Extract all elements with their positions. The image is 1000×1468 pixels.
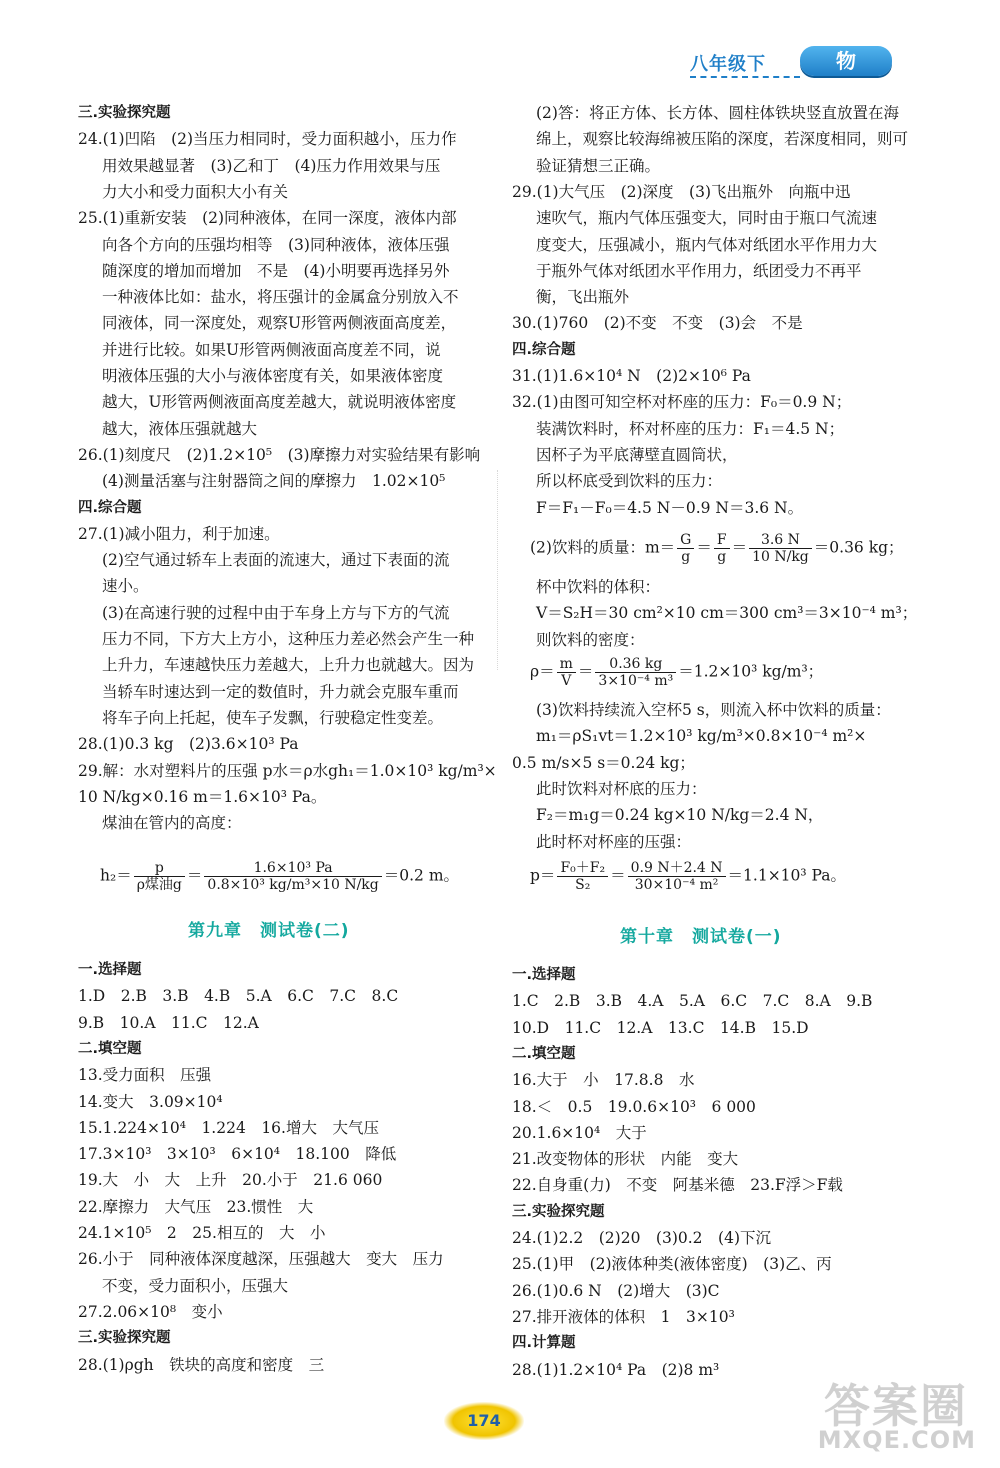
denominator: 3×10⁻⁴ m³	[598, 673, 674, 689]
text-line: 25.(1)甲 (2)液体种类(液体密度) (3)乙、丙	[512, 1255, 832, 1274]
text-line: 验证猜想三正确。	[536, 156, 661, 175]
text-line: 向各个方向的压强均相等 (3)同种液体，液体压强	[102, 235, 450, 254]
text-line: 煤油在管内的高度：	[102, 814, 242, 833]
text-line: 18.＜ 0.5 19.0.6×10³ 6 000	[512, 1097, 756, 1116]
fraction	[595, 656, 676, 689]
text-line: 因杯子为平底薄壁直圆筒状，	[536, 445, 738, 464]
text-line: 30.(1)760 (2)不变 不变 (3)会 不是	[512, 314, 803, 333]
text-line: 26.小于 同种液体深度越深，压强越大 变大 压力	[78, 1250, 444, 1269]
eq-text: ＝0.36 kg；	[813, 538, 904, 557]
text-line: 速吹气，瓶内气体压强变大，同时由于瓶口气流速	[536, 209, 878, 228]
denominator: 30×10⁻⁴ m²	[634, 877, 719, 893]
text-line: 29.(1)大气压 (2)深度 (3)飞出瓶外 向瓶中迅	[512, 182, 851, 201]
eq-text: ＝	[577, 662, 594, 681]
subject-label: 物理	[800, 46, 892, 76]
chapter-title-10-test-1: 第十章 测试卷(一)	[620, 927, 782, 947]
text-line: (3)饮料持续流入空杯5 s，则流入杯中饮料的质量：	[536, 701, 891, 719]
watermark-logo	[766, 1370, 986, 1460]
section-heading: 三.实验探究题	[78, 1330, 171, 1347]
numerator: 1.6×10³ Pa	[204, 860, 381, 877]
section-heading: 四.综合题	[78, 499, 142, 516]
text-line: 装满饮料时，杯对杯座的压力：F₁＝4.5 N；	[536, 419, 845, 438]
section-heading: 二.填空题	[78, 1040, 142, 1057]
text-line: 0.5 m/s×5 s＝0.24 kg；	[512, 753, 695, 772]
text-line: 明液体压强的大小与液体密度有关，如果液体密度	[102, 367, 444, 385]
numerator: F₀＋F₂	[557, 860, 608, 877]
fraction	[749, 532, 812, 565]
text-line: 同液体，同一深度处，观察U形管两侧液面高度差，	[102, 314, 457, 333]
section-heading: 四.综合题	[512, 341, 576, 358]
text-line: 20.1.6×10⁴ 大于	[512, 1123, 647, 1142]
text-line: 度变大，压强减小，瓶内气体对纸团水平作用力大	[536, 235, 878, 254]
text-line: F＝F₁－F₀＝4.5 N－0.9 N＝3.6 N。	[536, 498, 804, 517]
section-heading: 一.选择题	[78, 962, 142, 978]
text-line: V＝S₂H＝30 cm²×10 cm＝300 cm³＝3×10⁻⁴ m³；	[536, 604, 918, 623]
text-line: m₁＝ρS₁vt＝1.2×10³ kg/m³×0.8×10⁻⁴ m²×	[536, 727, 867, 746]
text-line: 14.变大 3.09×10⁴	[78, 1092, 223, 1111]
eq-text: (2)饮料的质量：m＝	[530, 538, 676, 557]
text-line: 10.D 11.C 12.A 13.C 14.B 15.D	[512, 1018, 809, 1037]
text-line: 13.受力面积 压强	[78, 1066, 212, 1085]
section-heading: 四.计算题	[512, 1335, 576, 1352]
text-line: 此时杯对杯座的压强：	[536, 832, 692, 851]
fraction	[557, 860, 608, 893]
text-line: 杯中饮料的体积：	[536, 578, 661, 596]
text-line: 不变，受力面积小，压强大	[102, 1276, 289, 1295]
text-line: 31.(1)1.6×10⁴ N (2)2×10⁶ Pa	[512, 367, 751, 385]
text-line: 并进行比较。如果U形管两侧液面高度差不同，说	[102, 340, 441, 359]
eq-text: ＝	[696, 538, 712, 557]
text-line: 26.(1)刻度尺 (2)1.2×10⁵ (3)摩擦力对实验结果有影响	[78, 445, 481, 464]
text-line: 25.(1)重新安装 (2)同种液体，在同一深度，液体内部	[78, 209, 457, 228]
text-line: 21.改变物体的形状 内能 变大	[512, 1150, 739, 1169]
text-line: 15.1.224×10⁴ 1.224 16.增大 大气压	[78, 1118, 379, 1137]
denominator: 10 N/kg	[752, 549, 809, 565]
text-line: 26.(1)0.6 N (2)增大 (3)C	[512, 1281, 720, 1300]
equation-mass	[530, 532, 904, 565]
text-line: 22.摩擦力 大气压 23.惯性 大	[78, 1197, 314, 1216]
eq-text: ＝1.2×10³ kg/m³；	[678, 662, 824, 681]
text-line: 绵上，观察比较海绵被压陷的深度，若深度相同，则可	[536, 130, 909, 149]
page-number: 174	[444, 1402, 524, 1440]
denominator: g	[717, 549, 727, 565]
denominator: g	[681, 549, 691, 565]
header-dash-divider	[690, 76, 800, 78]
section-heading: 三.实验探究题	[512, 1203, 605, 1220]
text-line: 17.3×10³ 3×10³ 6×10⁴ 18.100 降低	[78, 1145, 397, 1164]
numerator: G	[677, 532, 694, 549]
numerator: p	[134, 860, 185, 877]
denominator: 0.8×10³ kg/m³×10 N/kg	[207, 877, 379, 893]
text-line: (2)答：将正方体、长方体、圆柱体铁块竖直放置在海	[536, 104, 899, 122]
text-line: 24.(1)凹陷 (2)当压力相同时，受力面积越小，压力作	[78, 130, 457, 149]
numerator: 0.36 kg	[595, 656, 676, 673]
text-line: 于瓶外气体对纸团水平作用力，纸团受力不再平	[536, 261, 862, 280]
section-heading: 三.实验探究题	[78, 105, 171, 121]
equation-h2	[100, 860, 459, 893]
eq-text: ＝1.1×10³ Pa。	[727, 866, 847, 885]
text-line: 16.大于 小 17.8.8 水	[512, 1071, 695, 1090]
text-line: (4)测量活塞与注射器筒之间的摩擦力 1.02×10⁵	[102, 472, 446, 491]
eq-text: ＝	[610, 866, 626, 885]
text-line: 当轿车时速达到一定的数值时，升力就会克服车重而	[102, 682, 459, 701]
text-line: 一种液体比如：盐水，将压强计的金属盒分别放入不	[102, 288, 459, 307]
text-line: 9.B 10.A 11.C 12.A	[78, 1013, 259, 1032]
text-line: (3)在高速行驶的过程中由于车身上方与下方的气流	[102, 603, 450, 622]
text-line: 此时饮料对杯底的压力：	[536, 779, 707, 798]
text-line: 19.大 小 大 上升 20.小于 21.6 060	[78, 1171, 383, 1190]
eq-text: ＝	[186, 866, 203, 885]
text-line: 32.(1)由图可知空杯对杯座的压力：F₀＝0.9 N；	[512, 393, 852, 412]
text-line: 28.(1)1.2×10⁴ Pa (2)8 m³	[512, 1360, 720, 1379]
watermark-text: 答案圈	[824, 1379, 968, 1433]
text-line: 用效果越显著 (3)乙和丁 (4)压力作用效果与压	[102, 156, 441, 175]
eq-text: p＝	[530, 866, 556, 885]
page-header	[690, 44, 910, 103]
denominator: ρ煤油g	[136, 877, 182, 893]
text-line: 随深度的增加而增加 不是 (4)小明要再选择另外	[102, 261, 450, 280]
fraction	[134, 860, 185, 893]
eq-text: h₂＝	[100, 866, 132, 885]
text-line: 29.解：水对塑料片的压强 p水＝ρ水gh₁＝1.0×10³ kg/m³×	[78, 761, 497, 780]
text-line: 衡，飞出瓶外	[536, 288, 630, 307]
eq-text: ρ＝	[530, 662, 555, 681]
text-line: 速小。	[102, 577, 149, 596]
section-heading: 一.选择题	[512, 967, 576, 983]
eq-text: ＝0.2 m。	[383, 866, 460, 885]
column-divider	[497, 470, 498, 670]
denominator: V	[561, 673, 572, 689]
numerator: F	[714, 532, 730, 549]
text-line: 上升力，车速越快压力差越大，上升力也就越大。因为	[102, 656, 475, 675]
equation-density	[530, 656, 823, 689]
text-line: 则饮料的密度：	[536, 630, 645, 649]
numerator: 0.9 N＋2.4 N	[628, 860, 726, 877]
text-line: F₂＝m₁g＝0.24 kg×10 N/kg＝2.4 N，	[536, 806, 824, 825]
fraction	[204, 860, 381, 893]
text-line: 1.C 2.B 3.B 4.A 5.A 6.C 7.C 8.A 9.B	[512, 992, 873, 1011]
fraction	[628, 860, 726, 893]
watermark-url: MXQE.COM	[817, 1426, 976, 1454]
fraction	[557, 656, 576, 689]
text-line: 28.(1)ρgh 铁块的高度和密度 三	[78, 1355, 325, 1374]
text-line: 越大，U形管两侧液面高度差越大，就说明液体密度	[102, 393, 457, 412]
fraction	[677, 532, 694, 565]
grade-label: 八年级下	[690, 54, 766, 75]
text-line: 24.1×10⁵ 2 25.相互的 大 小	[78, 1224, 326, 1242]
text-line: 27.2.06×10⁸ 变小	[78, 1302, 223, 1321]
text-line: 所以杯底受到饮料的压力：	[536, 472, 723, 491]
text-line: 27.(1)减小阻力，利于加速。	[78, 524, 280, 543]
text-line: 将车子向上托起，使车子发飘，行驶稳定性变差。	[102, 708, 444, 727]
chapter-title-9-test-2: 第九章 测试卷(二)	[188, 921, 350, 941]
text-line: 1.D 2.B 3.B 4.B 5.A 6.C 7.C 8.C	[78, 987, 399, 1006]
numerator: m	[557, 656, 576, 673]
section-heading: 二.填空题	[512, 1045, 576, 1062]
eq-text: ＝	[731, 538, 748, 557]
text-line: (2)空气通过轿车上表面的流速大，通过下表面的流	[102, 551, 450, 570]
denominator: S₂	[575, 877, 591, 893]
text-line: 10 N/kg×0.16 m＝1.6×10³ Pa。	[78, 787, 327, 806]
text-line: 压力不同，下方大上方小，这种压力差必然会产生一种	[102, 630, 475, 648]
text-line: 28.(1)0.3 kg (2)3.6×10³ Pa	[78, 735, 299, 754]
text-line: 越大，液体压强就越大	[102, 419, 258, 438]
text-line: 27.排开液体的体积 1 3×10³	[512, 1307, 735, 1326]
fraction	[714, 532, 730, 565]
numerator: 3.6 N	[749, 532, 812, 549]
text-line: 力大小和受力面积大小有关	[102, 182, 289, 201]
text-line: 24.(1)2.2 (2)20 (3)0.2 (4)下沉	[512, 1229, 771, 1247]
text-line: 22.自身重(力) 不变 阿基米德 23.F浮＞F载	[512, 1176, 843, 1195]
equation-pressure	[530, 860, 846, 893]
